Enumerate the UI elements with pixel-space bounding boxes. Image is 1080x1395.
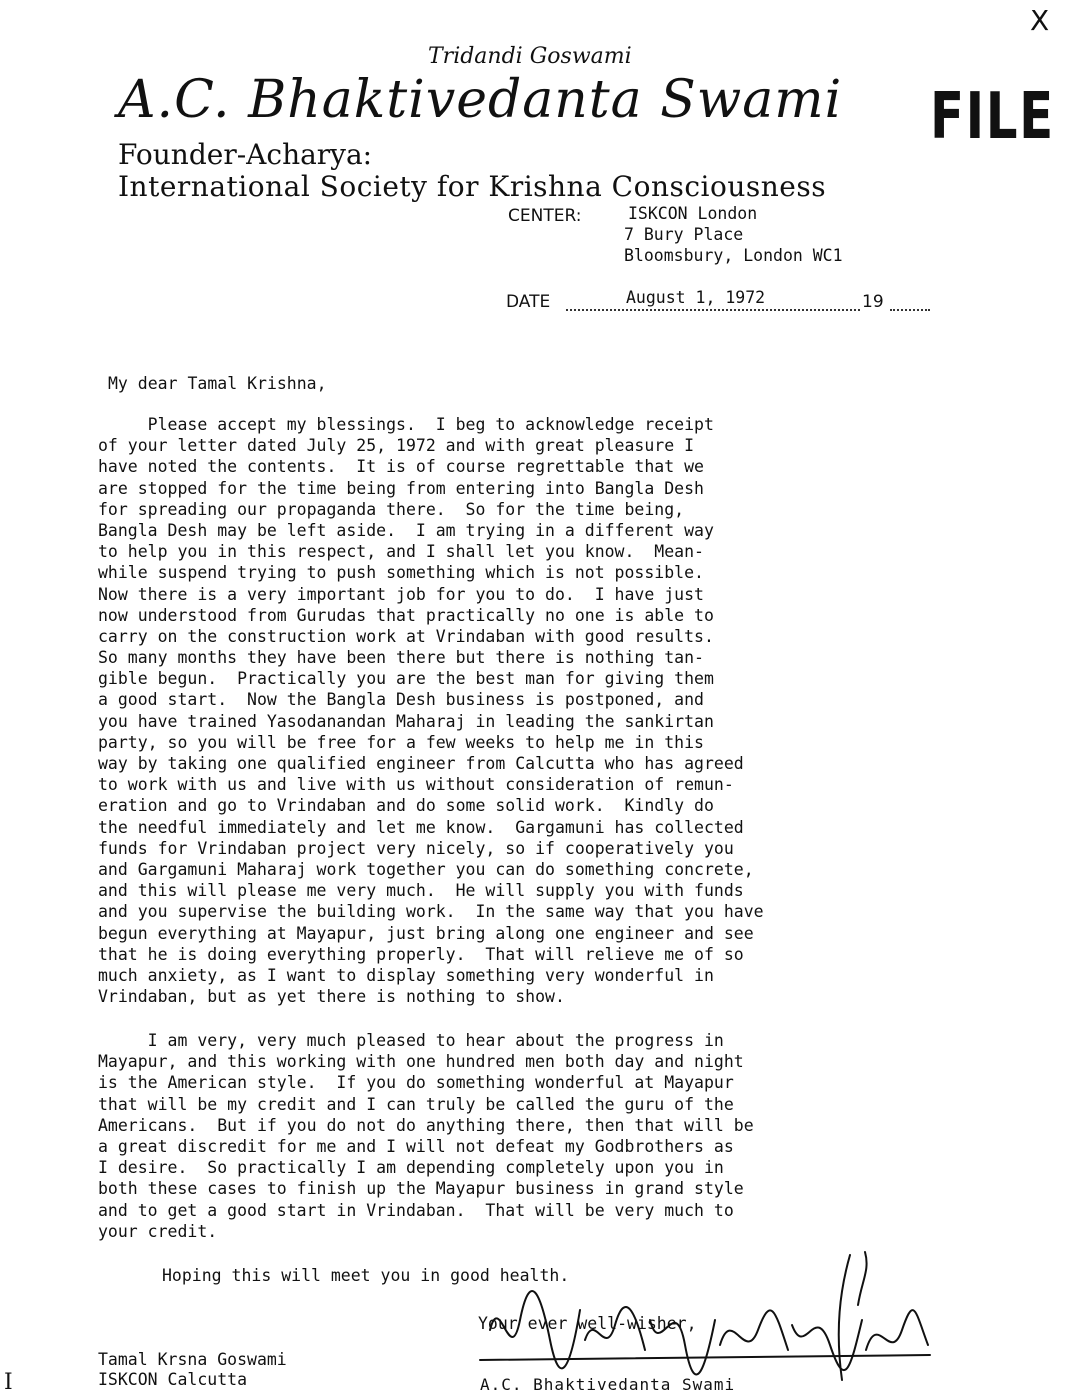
letterhead-society: International Society for Krishna Consciousness	[118, 170, 827, 203]
body-line: a great discredit for me and I will not defeat my Godbrothers as	[98, 1136, 734, 1156]
date-value: August 1, 1972	[626, 288, 766, 307]
body-line: you have trained Yasodanandan Maharaj in leading the sankirtan	[98, 711, 714, 731]
body-line: Bangla Desh may be left aside. I am trying in a different way	[98, 520, 714, 540]
letterhead-role: Founder-Acharya:	[118, 138, 373, 171]
center-label: CENTER:	[508, 206, 582, 226]
body-line: I am very, very much pleased to hear about the progress in	[98, 1031, 724, 1050]
body-line: gible begun. Practically you are the best man for giving them	[98, 669, 714, 689]
center-address-line-1: ISKCON London	[628, 204, 758, 223]
center-address-line-3: Bloomsbury, London WC1	[624, 246, 843, 265]
body-line: to work with us and live with us without consideration of remun-	[98, 775, 734, 795]
file-stamp: FILE	[930, 80, 1055, 154]
body-line: are stopped for the time being from entering into Bangla Desh	[98, 478, 704, 498]
date-year-dotted-line	[890, 297, 930, 311]
body-paragraph-2	[98, 1030, 998, 1242]
margin-mark: I	[4, 1370, 13, 1395]
sender-typed-name: A.C. Bhaktivedanta Swami	[480, 1375, 736, 1394]
body-line: a good start. Now the Bangla Desh business is postponed, and	[98, 690, 704, 710]
body-line: So many months they have been there but there is nothing tan-	[98, 648, 704, 668]
body-line: while suspend trying to push something which is not possible.	[98, 563, 704, 583]
body-line: Mayapur, and this working with one hundred men both day and night	[98, 1052, 744, 1072]
center-address-line-2: 7 Bury Place	[624, 225, 744, 244]
closing-line: Hoping this will meet you in good health.	[162, 1266, 570, 1285]
body-line: to help you in this respect, and I shall let you know. Mean-	[98, 542, 704, 562]
body-paragraph-1	[98, 414, 998, 1007]
body-line: for spreading our propaganda there. So for the time being,	[98, 499, 685, 519]
body-line: of your letter dated July 25, 1972 and with great pleasure I	[98, 436, 695, 456]
recipient-center: ISKCON Calcutta	[98, 1370, 248, 1389]
body-line: your credit.	[98, 1221, 218, 1241]
body-line: and this will please me very much. He will supply you with funds	[98, 881, 744, 901]
body-line: and to get a good start in Vrindaban. That will be very much to	[98, 1200, 734, 1220]
body-line: is the American style. If you do something wonderful at Mayapur	[98, 1073, 734, 1093]
valediction: Your ever well-wisher,	[478, 1314, 697, 1333]
date-year-suffix: 19	[862, 292, 884, 312]
body-line: that will be my credit and I can truly be called the guru of the	[98, 1094, 734, 1114]
date-label: DATE	[506, 292, 551, 312]
body-line: and you supervise the building work. In the same way that you have	[98, 902, 764, 922]
body-line: much anxiety, as I want to display something very wonderful in	[98, 965, 714, 985]
body-line: both these cases to finish up the Mayapur business in grand style	[98, 1179, 744, 1199]
body-line: I desire. So practically I am depending completely upon you in	[98, 1158, 724, 1178]
corner-x-mark: X	[1030, 4, 1050, 37]
letterhead-name: A.C. Bhaktivedanta Swami	[118, 70, 843, 130]
body-line: Americans. But if you do not do anything there, then that will be	[98, 1115, 754, 1135]
body-line: and Gargamuni Maharaj work together you can do something concrete,	[98, 859, 754, 879]
body-line: have noted the contents. It is of course regrettable that we	[98, 457, 704, 477]
body-line: Vrindaban, but as yet there is nothing to show.	[98, 987, 565, 1007]
body-line: funds for Vrindaban project very nicely, so if cooperatively you	[98, 838, 734, 858]
salutation: My dear Tamal Krishna,	[108, 374, 327, 393]
body-line: Please accept my blessings. I beg to acknowledge receipt	[98, 415, 714, 434]
letterhead-title-small: Tridandi Goswami	[428, 44, 632, 69]
recipient-name: Tamal Krsna Goswami	[98, 1350, 287, 1369]
body-line: way by taking one qualified engineer from Calcutta who has agreed	[98, 754, 744, 773]
body-line: party, so you will be free for a few weeks to help me in this	[98, 732, 704, 752]
recipient-block	[98, 1350, 287, 1390]
handwritten-signature	[470, 1250, 940, 1390]
body-line: carry on the construction work at Vrindaban with good results.	[98, 626, 714, 646]
body-line: now understood from Gurudas that practically no one is able to	[98, 605, 714, 625]
body-line: Now there is a very important job for you to do. I have just	[98, 584, 704, 604]
body-line: that he is doing everything properly. That will relieve me of so	[98, 944, 744, 964]
body-line: the needful immediately and let me know. Gargamuni has collected	[98, 817, 744, 837]
body-line: eration and go to Vrindaban and do some solid work. Kindly do	[98, 796, 714, 816]
body-line: begun everything at Mayapur, just bring along one engineer and see	[98, 923, 754, 943]
